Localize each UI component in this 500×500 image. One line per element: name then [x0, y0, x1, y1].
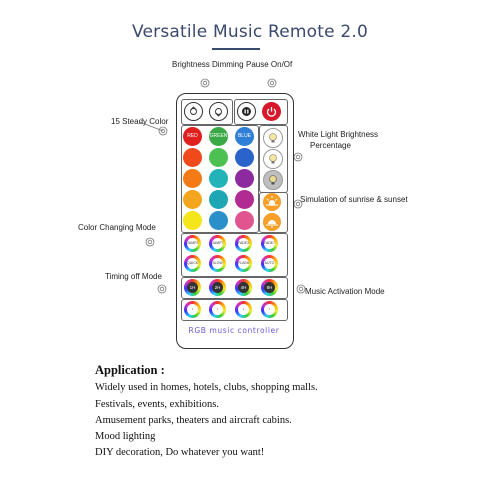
application-line: Mood lighting [95, 431, 156, 442]
color-button-green[interactable]: GREEN [209, 127, 228, 146]
mode-button-fade7[interactable]: FADE7 [261, 235, 278, 252]
music-mode-button-3[interactable] [235, 301, 252, 318]
timer-button-8h[interactable]: 8H [261, 279, 278, 296]
mode-button-slow[interactable]: SLOW [209, 255, 226, 272]
mode-button-fade3[interactable]: FADE3 [235, 235, 252, 252]
sunset-icon [263, 213, 281, 231]
color-button-blue[interactable]: BLUE [235, 127, 254, 146]
bulb-icon [264, 171, 282, 189]
label-steady-color: 15 Steady Color [111, 117, 169, 126]
page-title: Versatile Music Remote 2.0 [131, 22, 368, 42]
color-button[interactable] [183, 211, 202, 230]
application-line: Amusement parks, theaters and aircraft cabins. [95, 415, 292, 426]
label-music-activation: Music Activation Mode [305, 287, 385, 296]
brand-label: RGB music controller [188, 326, 280, 335]
application-heading: Application : [95, 363, 165, 377]
application-line: Festivals, events, exhibitions. [95, 399, 219, 410]
bulb-icon [264, 150, 282, 168]
brightness-down-icon [210, 103, 227, 120]
brightness-down-button[interactable] [209, 102, 228, 121]
music-mode-button-1[interactable] [184, 301, 201, 318]
color-button[interactable] [183, 148, 202, 167]
music-icon: ♪ [264, 304, 275, 315]
application-line: Widely used in homes, hotels, clubs, shopping malls. [95, 382, 318, 393]
music-mode-button-4[interactable] [261, 301, 278, 318]
timer-button-4h[interactable]: 4H [235, 279, 252, 296]
mode-button-auto[interactable]: AUTO [261, 255, 278, 272]
color-button[interactable] [209, 169, 228, 188]
color-button[interactable] [235, 169, 254, 188]
color-button[interactable] [209, 211, 228, 230]
label-brightness-dimming: Brightness Dimming [172, 60, 244, 69]
mode-button-jump7[interactable]: JUMP7 [209, 235, 226, 252]
sunrise-icon [263, 193, 281, 211]
label-white-light-2: Percentage [310, 141, 351, 150]
mode-button-quick[interactable]: QUICK [184, 255, 201, 272]
label-timing-off: Timing off Mode [105, 272, 162, 281]
pause-icon [238, 103, 255, 120]
power-icon [262, 102, 281, 121]
label-white-light-1: White Light Brightness [298, 130, 379, 139]
color-button[interactable] [183, 169, 202, 188]
power-button[interactable] [262, 102, 281, 121]
brightness-up-icon [185, 103, 202, 120]
sunset-button[interactable] [263, 213, 281, 231]
timer-button-1h[interactable]: 1H [184, 279, 201, 296]
timer-button-2h[interactable]: 2H [209, 279, 226, 296]
white-light-button[interactable] [263, 149, 283, 169]
color-button[interactable] [235, 190, 254, 209]
sunrise-button[interactable] [263, 193, 281, 211]
music-icon: ♪ [187, 304, 198, 315]
color-button[interactable] [235, 148, 254, 167]
color-button[interactable] [235, 211, 254, 230]
color-button[interactable] [209, 190, 228, 209]
music-icon: ♪ [238, 304, 249, 315]
color-button[interactable] [209, 148, 228, 167]
label-sunrise-sunset: Simulation of sunrise & sunset [300, 195, 408, 204]
mode-button-jump3[interactable]: JUMP3 [184, 235, 201, 252]
music-icon: ♪ [212, 304, 223, 315]
label-color-changing: Color Changing Mode [78, 223, 156, 232]
music-mode-button-2[interactable] [209, 301, 226, 318]
brightness-up-button[interactable] [184, 102, 203, 121]
color-button-red[interactable]: RED [183, 127, 202, 146]
white-light-button[interactable] [263, 170, 283, 190]
label-pause-onoff: Pause On/Of [246, 60, 293, 69]
white-light-button[interactable] [263, 128, 283, 148]
bulb-icon [264, 129, 282, 147]
pause-button[interactable] [237, 102, 256, 121]
application-line: DIY decoration, Do whatever you want! [95, 447, 265, 458]
mode-button-flash[interactable]: FLASH [235, 255, 252, 272]
color-button[interactable] [183, 190, 202, 209]
